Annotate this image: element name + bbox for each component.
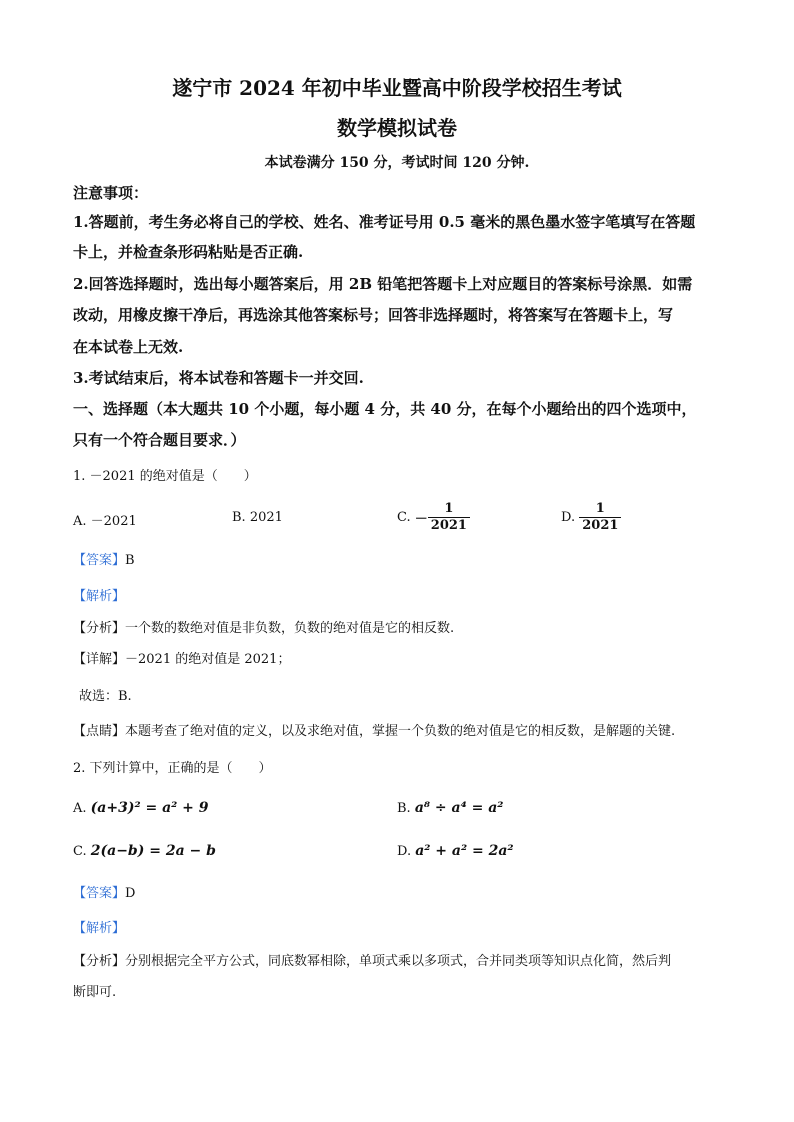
question-1-option-b: B. 2021 xyxy=(232,510,283,525)
fenxi-text: 分别根据完全平方公式，同底数幂相除，单项式乘以多项式，合并同类项等知识点化简，然后判 xyxy=(125,954,672,969)
option-d-label: D. xyxy=(397,844,412,859)
question-2-stem: 2. 下列计算中，正确的是（ ） xyxy=(73,761,272,776)
option-d-expression: a² + a² = 2a² xyxy=(415,843,514,859)
instruction-2-line-2: 改动，用橡皮擦干净后，再选涂其他答案标号；回答非选择题时，将答案写在答题卡上，写 xyxy=(73,306,674,324)
question-1-option-d xyxy=(561,501,621,534)
answer-tag: 【答案】 xyxy=(73,886,126,901)
dianjing-text: 本题考查了绝对值的定义，以及求绝对值，掌握一个负数的绝对值是它的相反数，是解题的关键. xyxy=(125,724,676,739)
fenxi-tag: 【分析】 xyxy=(73,954,126,969)
option-a-label: A. xyxy=(73,801,87,816)
instruction-1-line-2: 卡上，并检查条形码粘贴是否正确. xyxy=(73,243,304,261)
question-1-dianjing xyxy=(73,723,675,741)
question-1-option-c xyxy=(397,501,470,534)
section-1-heading-line-1: 一、选择题（本大题共 10 个小题，每小题 4 分，共 40 分，在每个小题给出的四个选项中， xyxy=(73,400,697,418)
dianjing-tag: 【点睛】 xyxy=(73,724,126,739)
question-1-analysis-tag: 【解析】 xyxy=(73,589,126,604)
question-2-fenxi-line-2: 断即可. xyxy=(73,985,117,1000)
question-1-stem: 1. －2021 的绝对值是（ ） xyxy=(73,469,257,484)
question-1-answer xyxy=(73,552,135,570)
instruction-3: 3.考试结束后，将本试卷和答题卡一并交回. xyxy=(73,369,364,387)
option-d-fraction xyxy=(579,501,621,534)
question-1-choice: 故选：B. xyxy=(79,689,132,704)
instruction-2-line-1: 2.回答选择题时，选出每小题答案后，用 2B 铅笔把答题卡上对应题目的答案标号涂黑．如需 xyxy=(73,275,693,293)
instructions-heading: 注意事项： xyxy=(73,184,149,202)
question-1-xiangjie xyxy=(73,651,290,669)
question-1-fenxi xyxy=(73,620,454,638)
question-2-answer xyxy=(73,885,135,903)
option-c-fraction xyxy=(428,501,470,534)
answer-tag: 【答案】 xyxy=(73,553,126,568)
fenxi-text: 一个数的数绝对值是非负数，负数的绝对值是它的相反数. xyxy=(125,621,455,636)
xiangjie-tag: 【详解】 xyxy=(73,652,126,667)
option-c-sign: － xyxy=(414,512,428,527)
question-2-option-c xyxy=(73,843,216,859)
option-b-label: B. xyxy=(397,801,411,816)
exam-note: 本试卷满分 150 分，考试时间 120 分钟. xyxy=(264,155,530,171)
xiangjie-text: －2021 的绝对值是 2021； xyxy=(125,652,291,667)
answer-value: D xyxy=(125,886,136,901)
section-1-heading-line-2: 只有一个符合题目要求．） xyxy=(73,431,246,449)
exam-subtitle: 数学模拟试卷 xyxy=(337,116,457,140)
option-c-label: C. xyxy=(397,510,411,525)
question-2-option-a xyxy=(73,800,209,816)
option-b-expression: a⁸ ÷ a⁴ = a² xyxy=(414,800,504,816)
option-c-label: C. xyxy=(73,844,87,859)
option-c-denominator: 2021 xyxy=(428,517,470,534)
question-1-option-a: A. －2021 xyxy=(73,514,137,529)
option-d-label: D. xyxy=(561,510,576,525)
question-2-fenxi-line-1 xyxy=(73,953,671,971)
option-c-numerator: 1 xyxy=(444,501,454,516)
option-c-expression: 2(a−b) = 2a − b xyxy=(90,843,216,859)
option-a-expression: (a+3)² = a² + 9 xyxy=(90,800,209,816)
instruction-2-line-3: 在本试卷上无效. xyxy=(73,338,184,356)
option-d-denominator: 2021 xyxy=(579,517,621,534)
exam-title: 遂宁市 2024 年初中毕业暨高中阶段学校招生考试 xyxy=(172,76,622,100)
question-2-option-d xyxy=(397,843,514,859)
option-d-numerator: 1 xyxy=(595,501,605,516)
question-2-option-b xyxy=(397,800,503,816)
instruction-1-line-1: 1.答题前，考生务必将自己的学校、姓名、准考证号用 0.5 毫米的黑色墨水签字笔填写在答题 xyxy=(73,213,696,231)
question-2-analysis-tag: 【解析】 xyxy=(73,921,126,936)
fenxi-tag: 【分析】 xyxy=(73,621,126,636)
answer-value: B xyxy=(125,553,135,568)
